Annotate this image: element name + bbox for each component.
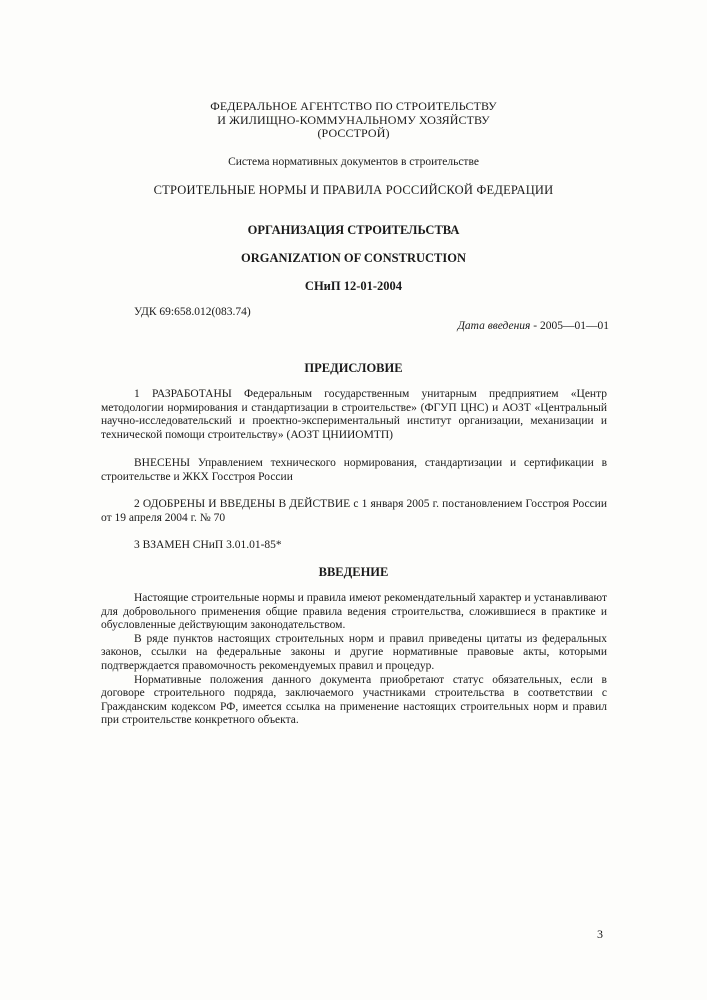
- effective-date: [458, 320, 609, 332]
- effective-date-label: Дата введения: [457, 320, 531, 332]
- intro-heading: ВВЕДЕНИЕ: [318, 565, 389, 579]
- agency-line-1: ФЕДЕРАЛЬНОЕ АГЕНТСТВО ПО СТРОИТЕЛЬСТВУ: [210, 99, 497, 113]
- foreword-paragraph-4: 3 ВЗАМЕН СНиП 3.01.01-85*: [134, 539, 282, 551]
- intro-paragraph-1: Настоящие строительные нормы и правила имеют рекомендательный характер и устанавливают для добровольного применения общие правила ведения строительства, сложившиеся в практике и обусловленные действующим законодательством.: [101, 592, 607, 632]
- document-code: СНиП 12-01-2004: [304, 279, 403, 293]
- foreword-heading: ПРЕДИСЛОВИЕ: [304, 361, 403, 375]
- agency-line-2: И ЖИЛИЩНО-КОММУНАЛЬНОМУ ХОЗЯЙСТВУ: [217, 112, 490, 127]
- agency-header: [0, 100, 707, 141]
- page-number: 3: [597, 927, 603, 941]
- document-title-en: ORGANIZATION OF CONSTRUCTION: [240, 251, 467, 265]
- intro-body: [101, 592, 607, 728]
- foreword-paragraph-3: 2 ОДОБРЕНЫ И ВВЕДЕНЫ В ДЕЙСТВИЕ с 1 января 2005 г. постановлением Госстроя России от 19 апреля 2004 г. № 70: [101, 498, 607, 524]
- building-norms-line: СТРОИТЕЛЬНЫЕ НОРМЫ И ПРАВИЛА РОССИЙСКОЙ ФЕДЕРАЦИИ: [153, 183, 554, 197]
- intro-paragraph-2: В ряде пунктов настоящих строительных норм и правил приведены цитаты из федеральных законов, ссылки на федеральные законы и другие нормативные правовые акты, которыми подтверждается правомочность рекомендуемых правил и процедур.: [101, 632, 607, 672]
- foreword-paragraph-2: ВНЕСЕНЫ Управлением технического нормирования, стандартизации и сертификации в строительстве и ЖКХ Госстроя России: [101, 457, 607, 483]
- norm-system-line: Система нормативных документов в строительстве: [228, 156, 479, 168]
- foreword-paragraph-1: 1 РАЗРАБОТАНЫ Федеральным государственным унитарным предприятием «Центр методологии нормирования и стандартизации в строительстве» (ФГУП ЦНС) и АОЗТ «Центральный научно-исследовательский и проектно-экспериментальный институт организации, механизации и технической помощи строительству» (АОЗТ ЦНИИОМТП): [101, 388, 607, 441]
- agency-line-3: (РОССТРОЙ): [317, 126, 390, 140]
- udk-code: УДК 69:658.012(083.74): [134, 306, 251, 318]
- intro-paragraph-3: Нормативные положения данного документа приобретают статус обязательных, если в договоре строительного подряда, заключаемого участниками строительства в соответствии с Гражданским кодексом РФ, имеется ссылка на применение настоящих строительных норм и правил при строительстве конкретного объекта.: [101, 673, 607, 727]
- effective-date-value: - 2005—01—01: [530, 320, 609, 332]
- document-title-ru: ОРГАНИЗАЦИЯ СТРОИТЕЛЬСТВА: [247, 223, 460, 237]
